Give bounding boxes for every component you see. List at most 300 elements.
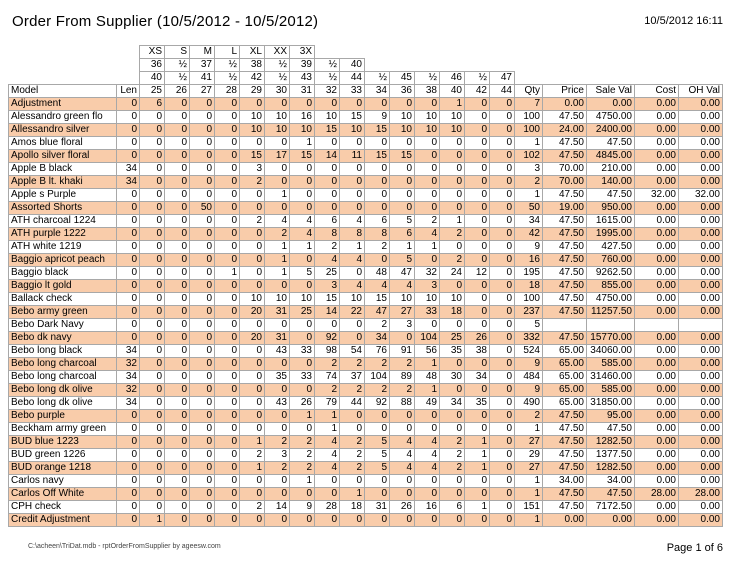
value-cell: 35 bbox=[440, 345, 465, 358]
model-cell: Assorted Shorts bbox=[9, 202, 117, 215]
value-cell: 4 bbox=[390, 449, 415, 462]
value-cell: 10 bbox=[340, 293, 365, 306]
value-cell: 10 bbox=[290, 293, 315, 306]
value-cell: 0 bbox=[340, 137, 365, 150]
value-cell: 10 bbox=[240, 124, 265, 137]
value-cell: 0.00 bbox=[635, 384, 679, 397]
value-cell: 0 bbox=[240, 371, 265, 384]
model-cell: Ballack check bbox=[9, 293, 117, 306]
value-cell: 6 bbox=[315, 215, 340, 228]
model-cell: Bebo purple bbox=[9, 410, 117, 423]
value-cell: 47.50 bbox=[543, 150, 587, 163]
value-cell: 33 bbox=[290, 345, 315, 358]
value-cell: 0 bbox=[490, 241, 515, 254]
report-datetime: 10/5/2012 16:11 bbox=[644, 15, 723, 27]
value-cell: 2 bbox=[365, 384, 390, 397]
value-cell: 0 bbox=[315, 488, 340, 501]
value-cell: 0 bbox=[490, 267, 515, 280]
size-bottom-header: ½ bbox=[415, 72, 440, 85]
value-cell: 0 bbox=[265, 98, 290, 111]
value-cell: 0 bbox=[490, 384, 515, 397]
value-cell: 0 bbox=[215, 111, 240, 124]
size-bottom-header: 40 bbox=[140, 72, 165, 85]
value-cell: 0 bbox=[165, 332, 190, 345]
value-cell: 4 bbox=[290, 228, 315, 241]
value-cell: 0.00 bbox=[635, 163, 679, 176]
value-cell: 56 bbox=[415, 345, 440, 358]
value-cell: 0 bbox=[365, 488, 390, 501]
value-cell: 0 bbox=[165, 358, 190, 371]
model-cell: BUD orange 1218 bbox=[9, 462, 117, 475]
value-cell: 0.00 bbox=[543, 98, 587, 111]
value-cell: 47.50 bbox=[543, 306, 587, 319]
spacer-cell bbox=[515, 72, 543, 85]
value-cell: 0 bbox=[365, 410, 390, 423]
value-cell: 0 bbox=[215, 150, 240, 163]
value-cell: 10 bbox=[265, 124, 290, 137]
model-cell: BUD green 1226 bbox=[9, 449, 117, 462]
value-cell: 0 bbox=[390, 137, 415, 150]
value-cell: 47.50 bbox=[543, 254, 587, 267]
value-cell: 0 bbox=[190, 176, 215, 189]
value-cell: 0 bbox=[490, 176, 515, 189]
value-cell: 0 bbox=[190, 475, 215, 488]
column-header: Sale Val bbox=[587, 85, 635, 98]
value-cell: 19.00 bbox=[543, 202, 587, 215]
value-cell: 0 bbox=[117, 423, 140, 436]
value-cell: 0 bbox=[265, 176, 290, 189]
value-cell: 0 bbox=[315, 319, 340, 332]
value-cell: 1 bbox=[465, 501, 490, 514]
value-cell: 0 bbox=[190, 423, 215, 436]
value-cell: 0.00 bbox=[635, 462, 679, 475]
value-cell: 47.50 bbox=[543, 462, 587, 475]
value-cell: 0 bbox=[190, 319, 215, 332]
value-cell: 0 bbox=[240, 241, 265, 254]
value-cell: 47.50 bbox=[543, 189, 587, 202]
spacer-cell bbox=[440, 59, 465, 72]
value-cell: 0 bbox=[390, 475, 415, 488]
size-top-header: 38 bbox=[240, 59, 265, 72]
value-cell: 0 bbox=[240, 137, 265, 150]
value-cell: 0 bbox=[265, 137, 290, 150]
value-cell: 0 bbox=[440, 202, 465, 215]
value-cell: 34 bbox=[117, 176, 140, 189]
spacer-cell bbox=[465, 59, 490, 72]
value-cell: 0 bbox=[465, 306, 490, 319]
value-cell: 0 bbox=[490, 449, 515, 462]
value-cell: 0.00 bbox=[635, 397, 679, 410]
value-cell: 0 bbox=[140, 254, 165, 267]
value-cell: 0 bbox=[265, 488, 290, 501]
value-cell: 0.00 bbox=[635, 228, 679, 241]
value-cell: 0 bbox=[140, 267, 165, 280]
model-cell: Bebo long charcoal bbox=[9, 371, 117, 384]
table-row bbox=[9, 280, 723, 293]
value-cell: 0 bbox=[215, 189, 240, 202]
value-cell: 0.00 bbox=[635, 358, 679, 371]
value-cell: 0 bbox=[140, 319, 165, 332]
value-cell: 2 bbox=[315, 241, 340, 254]
value-cell: 74 bbox=[315, 371, 340, 384]
value-cell: 0 bbox=[140, 371, 165, 384]
value-cell: 0 bbox=[240, 488, 265, 501]
value-cell: 25 bbox=[290, 306, 315, 319]
value-cell: 50 bbox=[190, 202, 215, 215]
value-cell: 0 bbox=[340, 410, 365, 423]
value-cell: 32 bbox=[415, 267, 440, 280]
value-cell: 0 bbox=[340, 319, 365, 332]
value-cell: 0 bbox=[490, 358, 515, 371]
value-cell: 4 bbox=[390, 280, 415, 293]
value-cell: 0.00 bbox=[635, 202, 679, 215]
value-cell: 0 bbox=[140, 228, 165, 241]
value-cell: 0 bbox=[440, 475, 465, 488]
value-cell: 0 bbox=[215, 215, 240, 228]
value-cell: 0 bbox=[117, 462, 140, 475]
value-cell: 0 bbox=[465, 514, 490, 527]
value-cell: 0 bbox=[240, 189, 265, 202]
value-cell: 47.50 bbox=[543, 449, 587, 462]
value-cell: 0 bbox=[215, 319, 240, 332]
value-cell: 16 bbox=[515, 254, 543, 267]
value-cell: 0 bbox=[290, 319, 315, 332]
value-cell bbox=[587, 319, 635, 332]
table-row bbox=[9, 462, 723, 475]
value-cell: 4 bbox=[265, 215, 290, 228]
value-cell: 0 bbox=[315, 137, 340, 150]
value-cell: 0 bbox=[215, 397, 240, 410]
table-row bbox=[9, 163, 723, 176]
value-cell: 1 bbox=[440, 215, 465, 228]
value-cell: 11257.50 bbox=[587, 306, 635, 319]
value-cell: 1 bbox=[515, 137, 543, 150]
value-cell: 0.00 bbox=[635, 475, 679, 488]
table-row bbox=[9, 111, 723, 124]
value-cell: 0 bbox=[190, 462, 215, 475]
model-cell: Amos blue floral bbox=[9, 137, 117, 150]
model-cell: Beckham army green bbox=[9, 423, 117, 436]
value-cell: 1 bbox=[290, 241, 315, 254]
value-cell: 3 bbox=[265, 449, 290, 462]
size-group-header: XX bbox=[265, 46, 290, 59]
value-cell: 0.00 bbox=[635, 410, 679, 423]
value-cell: 0 bbox=[190, 137, 215, 150]
value-cell: 0 bbox=[117, 267, 140, 280]
value-cell: 4 bbox=[290, 215, 315, 228]
value-cell: 47.50 bbox=[543, 436, 587, 449]
spacer-cell bbox=[9, 72, 117, 85]
value-cell: 0.00 bbox=[679, 111, 723, 124]
table-row bbox=[9, 98, 723, 111]
value-cell: 0.00 bbox=[635, 98, 679, 111]
value-cell: 0.00 bbox=[679, 137, 723, 150]
value-cell: 0 bbox=[490, 488, 515, 501]
value-cell: 1 bbox=[290, 410, 315, 423]
value-cell: 65.00 bbox=[543, 397, 587, 410]
value-cell: 0 bbox=[190, 488, 215, 501]
size-bottom-header: ½ bbox=[465, 72, 490, 85]
value-cell: 0 bbox=[315, 98, 340, 111]
value-cell: 0 bbox=[215, 462, 240, 475]
value-cell: 0 bbox=[490, 371, 515, 384]
model-cell: ATH charcoal 1224 bbox=[9, 215, 117, 228]
size-top-header: ½ bbox=[215, 59, 240, 72]
value-cell: 33 bbox=[290, 371, 315, 384]
value-cell: 0 bbox=[415, 150, 440, 163]
value-cell: 0 bbox=[117, 280, 140, 293]
value-cell: 0.00 bbox=[635, 306, 679, 319]
value-cell: 14 bbox=[265, 501, 290, 514]
value-cell: 0 bbox=[340, 267, 365, 280]
value-cell: 0 bbox=[117, 319, 140, 332]
value-cell: 0 bbox=[340, 189, 365, 202]
value-cell: 0 bbox=[490, 280, 515, 293]
size-group-header: M bbox=[190, 46, 215, 59]
column-header: 27 bbox=[190, 85, 215, 98]
value-cell: 0 bbox=[415, 475, 440, 488]
value-cell: 0 bbox=[190, 254, 215, 267]
value-cell: 0 bbox=[265, 410, 290, 423]
value-cell: 0.00 bbox=[679, 345, 723, 358]
value-cell: 0 bbox=[465, 241, 490, 254]
value-cell: 0.00 bbox=[679, 150, 723, 163]
value-cell: 0 bbox=[290, 189, 315, 202]
value-cell: 0 bbox=[215, 423, 240, 436]
value-cell: 95.00 bbox=[587, 410, 635, 423]
value-cell: 9262.50 bbox=[587, 267, 635, 280]
value-cell: 2 bbox=[365, 241, 390, 254]
table-row bbox=[9, 202, 723, 215]
value-cell: 0 bbox=[315, 514, 340, 527]
value-cell: 0 bbox=[415, 163, 440, 176]
page-indicator: Page 1 of 6 bbox=[666, 542, 723, 554]
value-cell: 0 bbox=[165, 514, 190, 527]
value-cell: 855.00 bbox=[587, 280, 635, 293]
value-cell: 26 bbox=[290, 397, 315, 410]
value-cell: 1 bbox=[515, 514, 543, 527]
value-cell: 10 bbox=[440, 111, 465, 124]
size-bottom-header-row bbox=[9, 72, 723, 85]
spacer-cell bbox=[365, 59, 390, 72]
value-cell: 0 bbox=[240, 319, 265, 332]
value-cell: 10 bbox=[415, 293, 440, 306]
table-row bbox=[9, 345, 723, 358]
size-bottom-header: 46 bbox=[440, 72, 465, 85]
value-cell bbox=[679, 319, 723, 332]
spacer-cell bbox=[587, 59, 635, 72]
value-cell: 5 bbox=[365, 449, 390, 462]
value-cell: 0 bbox=[390, 514, 415, 527]
value-cell: 4 bbox=[340, 254, 365, 267]
size-bottom-header: 47 bbox=[490, 72, 515, 85]
value-cell: 0 bbox=[440, 280, 465, 293]
value-cell: 237 bbox=[515, 306, 543, 319]
value-cell: 0 bbox=[440, 137, 465, 150]
value-cell: 1 bbox=[515, 189, 543, 202]
value-cell: 0 bbox=[165, 163, 190, 176]
value-cell: 54 bbox=[340, 345, 365, 358]
value-cell: 2 bbox=[340, 449, 365, 462]
value-cell: 0 bbox=[190, 410, 215, 423]
size-group-header-row bbox=[9, 46, 723, 59]
value-cell: 0 bbox=[140, 423, 165, 436]
value-cell: 0 bbox=[415, 202, 440, 215]
value-cell: 10 bbox=[240, 111, 265, 124]
value-cell: 5 bbox=[365, 436, 390, 449]
value-cell: 0 bbox=[215, 293, 240, 306]
value-cell: 0 bbox=[390, 176, 415, 189]
value-cell: 0 bbox=[290, 358, 315, 371]
value-cell: 2 bbox=[440, 228, 465, 241]
value-cell: 1 bbox=[340, 488, 365, 501]
value-cell: 4 bbox=[415, 228, 440, 241]
value-cell: 0 bbox=[165, 475, 190, 488]
value-cell: 4 bbox=[315, 254, 340, 267]
value-cell: 0 bbox=[165, 488, 190, 501]
value-cell: 0 bbox=[165, 384, 190, 397]
value-cell: 0 bbox=[165, 449, 190, 462]
value-cell: 8 bbox=[315, 228, 340, 241]
value-cell: 0.00 bbox=[635, 124, 679, 137]
value-cell: 0 bbox=[390, 189, 415, 202]
value-cell: 0 bbox=[165, 215, 190, 228]
value-cell: 47.50 bbox=[543, 267, 587, 280]
value-cell: 12 bbox=[465, 267, 490, 280]
model-cell: Bebo long dk olive bbox=[9, 384, 117, 397]
table-row bbox=[9, 150, 723, 163]
report-title: Order From Supplier (10/5/2012 - 10/5/2012) bbox=[12, 13, 319, 30]
value-cell: 89 bbox=[390, 371, 415, 384]
value-cell: 2 bbox=[415, 215, 440, 228]
value-cell: 28 bbox=[315, 501, 340, 514]
value-cell: 0 bbox=[117, 501, 140, 514]
value-cell: 0 bbox=[465, 280, 490, 293]
value-cell: 92 bbox=[315, 332, 340, 345]
table-row bbox=[9, 410, 723, 423]
value-cell: 0 bbox=[215, 488, 240, 501]
value-cell: 0 bbox=[165, 345, 190, 358]
value-cell: 0.00 bbox=[679, 215, 723, 228]
model-cell: Credit Adjustment bbox=[9, 514, 117, 527]
value-cell: 0 bbox=[140, 176, 165, 189]
value-cell: 0 bbox=[140, 189, 165, 202]
value-cell: 0 bbox=[240, 410, 265, 423]
table-row bbox=[9, 228, 723, 241]
value-cell: 0 bbox=[215, 98, 240, 111]
value-cell: 0 bbox=[315, 202, 340, 215]
value-cell: 0.00 bbox=[635, 111, 679, 124]
value-cell: 0 bbox=[365, 514, 390, 527]
value-cell: 0 bbox=[465, 488, 490, 501]
value-cell: 5 bbox=[390, 215, 415, 228]
value-cell: 1 bbox=[315, 423, 340, 436]
value-cell: 0 bbox=[265, 280, 290, 293]
value-cell: 29 bbox=[515, 449, 543, 462]
value-cell: 0.00 bbox=[679, 501, 723, 514]
value-cell: 9 bbox=[515, 358, 543, 371]
value-cell: 0 bbox=[240, 514, 265, 527]
value-cell: 0.00 bbox=[679, 423, 723, 436]
value-cell: 2 bbox=[265, 462, 290, 475]
value-cell: 0 bbox=[240, 423, 265, 436]
size-bottom-header: ½ bbox=[315, 72, 340, 85]
value-cell: 10 bbox=[340, 124, 365, 137]
value-cell: 0 bbox=[215, 358, 240, 371]
value-cell: 0 bbox=[440, 488, 465, 501]
value-cell: 0 bbox=[215, 254, 240, 267]
column-header: 32 bbox=[315, 85, 340, 98]
value-cell: 140.00 bbox=[587, 176, 635, 189]
value-cell: 0 bbox=[240, 384, 265, 397]
model-cell: Bebo dk navy bbox=[9, 332, 117, 345]
size-top-header: ½ bbox=[165, 59, 190, 72]
size-top-header: 37 bbox=[190, 59, 215, 72]
value-cell: 1 bbox=[265, 189, 290, 202]
value-cell: 2 bbox=[265, 436, 290, 449]
value-cell: 1 bbox=[240, 462, 265, 475]
value-cell: 47.50 bbox=[587, 488, 635, 501]
value-cell: 34 bbox=[117, 345, 140, 358]
value-cell: 2 bbox=[265, 228, 290, 241]
value-cell: 0 bbox=[490, 202, 515, 215]
value-cell: 0 bbox=[215, 371, 240, 384]
value-cell: 47.50 bbox=[543, 488, 587, 501]
column-header: 44 bbox=[490, 85, 515, 98]
spacer-cell bbox=[679, 46, 723, 59]
model-cell: Carlos Off White bbox=[9, 488, 117, 501]
size-bottom-header: 44 bbox=[340, 72, 365, 85]
value-cell: 0 bbox=[215, 163, 240, 176]
value-cell: 2 bbox=[515, 410, 543, 423]
value-cell: 31850.00 bbox=[587, 397, 635, 410]
value-cell: 0 bbox=[490, 189, 515, 202]
value-cell: 0 bbox=[140, 410, 165, 423]
value-cell: 9 bbox=[365, 111, 390, 124]
column-header: Len bbox=[117, 85, 140, 98]
column-header: 31 bbox=[290, 85, 315, 98]
value-cell: 32 bbox=[117, 384, 140, 397]
value-cell: 0.00 bbox=[635, 501, 679, 514]
value-cell: 28.00 bbox=[635, 488, 679, 501]
value-cell: 484 bbox=[515, 371, 543, 384]
value-cell: 15 bbox=[390, 150, 415, 163]
value-cell: 2 bbox=[290, 436, 315, 449]
value-cell: 47.50 bbox=[587, 423, 635, 436]
value-cell: 0 bbox=[215, 501, 240, 514]
value-cell: 0 bbox=[390, 423, 415, 436]
value-cell: 585.00 bbox=[587, 358, 635, 371]
value-cell: 0.00 bbox=[543, 514, 587, 527]
value-cell: 0.00 bbox=[635, 423, 679, 436]
value-cell: 0 bbox=[490, 397, 515, 410]
value-cell: 10 bbox=[440, 124, 465, 137]
value-cell: 0.00 bbox=[679, 280, 723, 293]
value-cell: 9 bbox=[290, 501, 315, 514]
value-cell: 0 bbox=[117, 306, 140, 319]
value-cell: 0 bbox=[165, 410, 190, 423]
model-cell: Apollo silver floral bbox=[9, 150, 117, 163]
value-cell: 0 bbox=[415, 137, 440, 150]
model-cell: Apple B black bbox=[9, 163, 117, 176]
value-cell: 0 bbox=[465, 150, 490, 163]
value-cell: 0 bbox=[165, 202, 190, 215]
value-cell: 15 bbox=[365, 124, 390, 137]
value-cell: 0 bbox=[165, 319, 190, 332]
value-cell: 0 bbox=[190, 241, 215, 254]
value-cell: 0 bbox=[240, 358, 265, 371]
value-cell: 0 bbox=[215, 436, 240, 449]
